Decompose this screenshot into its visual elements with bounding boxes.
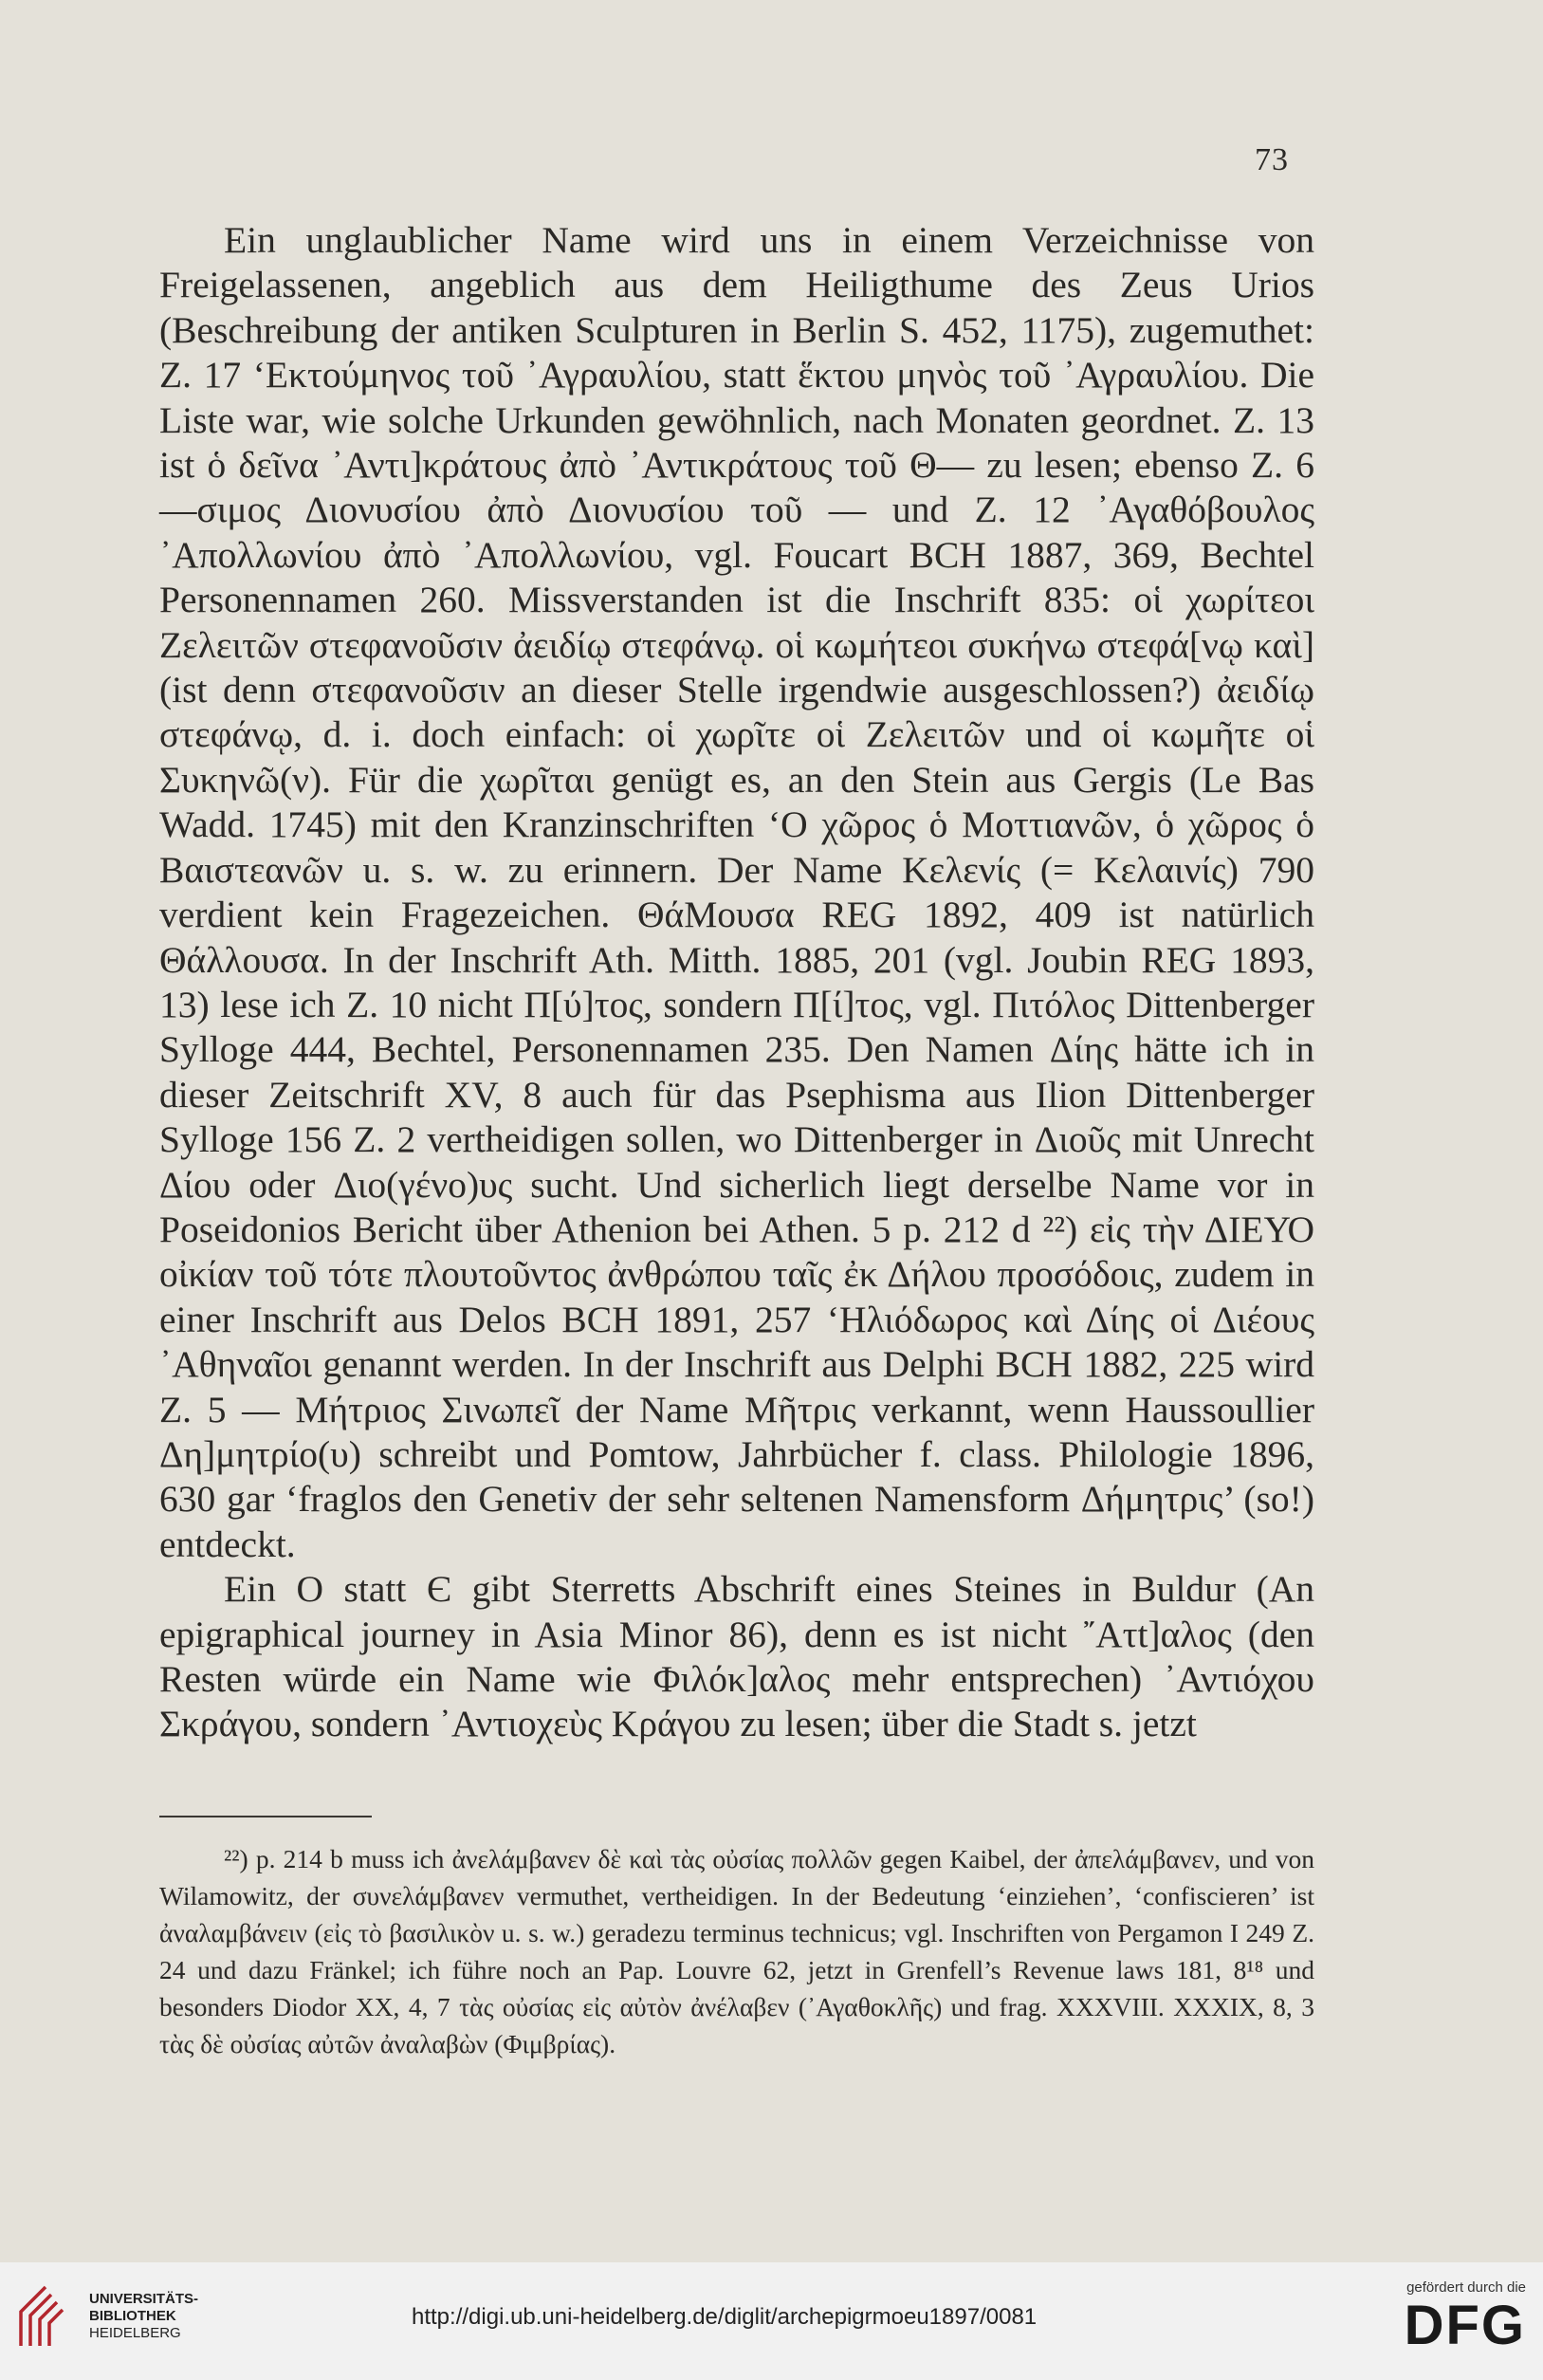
paragraph: Ein unglaublicher Name wird uns in einem Verzeichnisse von Freigelassenen, angeblich aus dem Heiligthume des Zeus Urios (Beschreibung der antiken Sculpturen in Berlin S. 452, 1175), zugemuthet: Z. 17 ‘Εκτούμηνος τοῦ ᾿Αγραυλίου, statt ἕκτου μηνὸς τοῦ ᾿Αγραυλίου. Die Liste war, wie solche Urkunden gewöhnlich, nach Monaten geordnet. Z. 13 ist ὁ δεῖνα ᾿Αντι]κράτους ἀπὸ ᾿Αντικράτους τοῦ Θ— zu lesen; ebenso Z. 6 —σιμος Διονυσίου ἀπὸ Διονυσίου τοῦ — und Z. 12 ᾿Αγαθόβουλος ᾿Απολλωνίου ἀπὸ ᾿Απολλωνίου, vgl. Foucart BCH 1887, 369, Bechtel Personennamen 260. Missverstanden ist die Inschrift 835: οἱ χωρίτεοι Ζελειτῶν στεφανοῦσιν ἀειδίῳ στεφάνῳ. οἱ κωμήτεοι συκήνω στεφά[νῳ καὶ] (ist denn στεφανοῦσιν an dieser Stelle irgendwie ausgeschlossen?) ἀειδίῳ στεφάνῳ, d. i. doch einfach: οἱ χωρῖτε οἱ Ζελειτῶν und οἱ κωμῆτε οἱ Συκηνῶ(ν). Für die χωρῖται genügt es, an den Stein aus Gergis (Le Bas Wadd. 1745) mit den Kranzinschriften ‘Ο χῶρος ὁ Μοττιανῶν, ὁ χῶρος ὁ Βαιστεανῶν u. s. w. zu erinnern. Der Name Κελενίς (= Κελαινίς) 790 verdient kein Fragezeichen. ΘάΜουσα REG 1892, 409 ist natürlich Θάλλουσα. In der Inschrift Ath. Mitth. 1885, 201 (vgl. Joubin REG 1893, 13) lese ich Z. 10 nicht Π[ύ]τος, sondern Π[ί]τος, vgl. Πιτόλος Dittenberger Sylloge 444, Bechtel, Personennamen 235. Den Namen Δίης hätte ich in dieser Zeitschrift XV, 8 auch für das Psephisma aus Ilion Dittenberger Sylloge 156 Z. 2 vertheidigen sollen, wo Dittenberger in Διοῦς mit Unrecht Δίου oder Διο(γένο)υς sucht. Und sicherlich liegt derselbe Name vor in Poseidonios Bericht über Athenion bei Athen. 5 p. 212 d ²²) εἰς τὴν ΔΙΕΥΟ οἰκίαν τοῦ τότε πλουτοῦντος ἀνθρώπου ταῖς ἐκ Δήλου προσόδοις, zudem in einer Inschrift aus Delos BCH 1891, 257 ‘Ηλιόδωρος καὶ Δίης οἱ Διέους ᾿Αθηναῖοι genannt werden. In der Inschrift aus Delphi BCH 1882, 225 wird Z. 5 — Μήτριος Σινωπεῖ der Name Μῆτρις verkannt, wenn Haussoullier Δη]μητρίο(υ) schreibt und Pomtow, Jahrbücher f. class. Philologie 1896, 630 gar ‘fraglos den Genetiv der sehr seltenen Namensform Δήμητρις’ (so!) entdeckt. bbox=[159, 219, 1314, 1565]
paragraph: Ein O statt Є gibt Sterretts Abschrift eines Steines in Buldur (An epigraphical journey in Asia Minor 86), denn es ist nicht ῎Ατt]αλος (den Resten würde ein Name wie Φιλόκ]αλος mehr entsprechen) ᾿Αντιόχου Σκράγου, sondern ᾿Αντιοχεὺς Κράγου zu lesen; über die Stadt s. jetzt bbox=[159, 1568, 1314, 1745]
body-text bbox=[159, 218, 1314, 1747]
footnote-divider bbox=[159, 1816, 372, 1817]
library-name-line: UNIVERSITÄTS- bbox=[89, 2291, 199, 2307]
library-name bbox=[89, 2291, 198, 2342]
dfg-logo-icon: DFG bbox=[1404, 2295, 1526, 2356]
footnote-text: ²²) p. 214 b muss ich ἀνελάμβανεν δὲ καὶ τὰς οὐσίας πολλῶν gegen Kaibel, der ἀπελάμβανεν, und von Wilamowitz, der συνελάμβανεν vermuthet, vertheidigen. In der Bedeutung ‘einziehen’, ‘confiscieren’ ist ἀναλαμβάνειν (εἰς τὸ βασιλικὸν u. s. w.) geradezu terminus technicus; vgl. Inschriften von Pergamon I 249 Z. 24 und dazu Fränkel; ich führe noch an Pap. Louvre 62, jetzt in Grenfell’s Revenue laws 181, 8¹⁸ und besonders Diodor XX, 4, 7 τὰς οὐσίας εἰς αὐτὸν ἀνέλαβεν (᾿Αγαθοκλῆς) und frag. XXXVIII. XXXIX, 8, 3 τὰς δὲ οὐσίας αὐτῶν ἀναλαβὼν (Φιμβρίας). bbox=[159, 1844, 1314, 2058]
library-logo-icon bbox=[17, 2283, 78, 2350]
library-name-line: HEIDELBERG bbox=[89, 2325, 181, 2341]
library-name-line: BIBLIOTHEK bbox=[89, 2308, 176, 2324]
funder-block bbox=[1405, 2279, 1526, 2356]
page-number: 73 bbox=[1255, 142, 1289, 177]
footnote bbox=[159, 1840, 1314, 2062]
funding-note: gefördert durch die bbox=[1406, 2279, 1526, 2296]
permalink-url[interactable]: http://digi.ub.uni-heidelberg.de/diglit/archepigrmoeu1897/0081 bbox=[412, 2304, 1038, 2330]
footer-bar bbox=[0, 2262, 1543, 2380]
